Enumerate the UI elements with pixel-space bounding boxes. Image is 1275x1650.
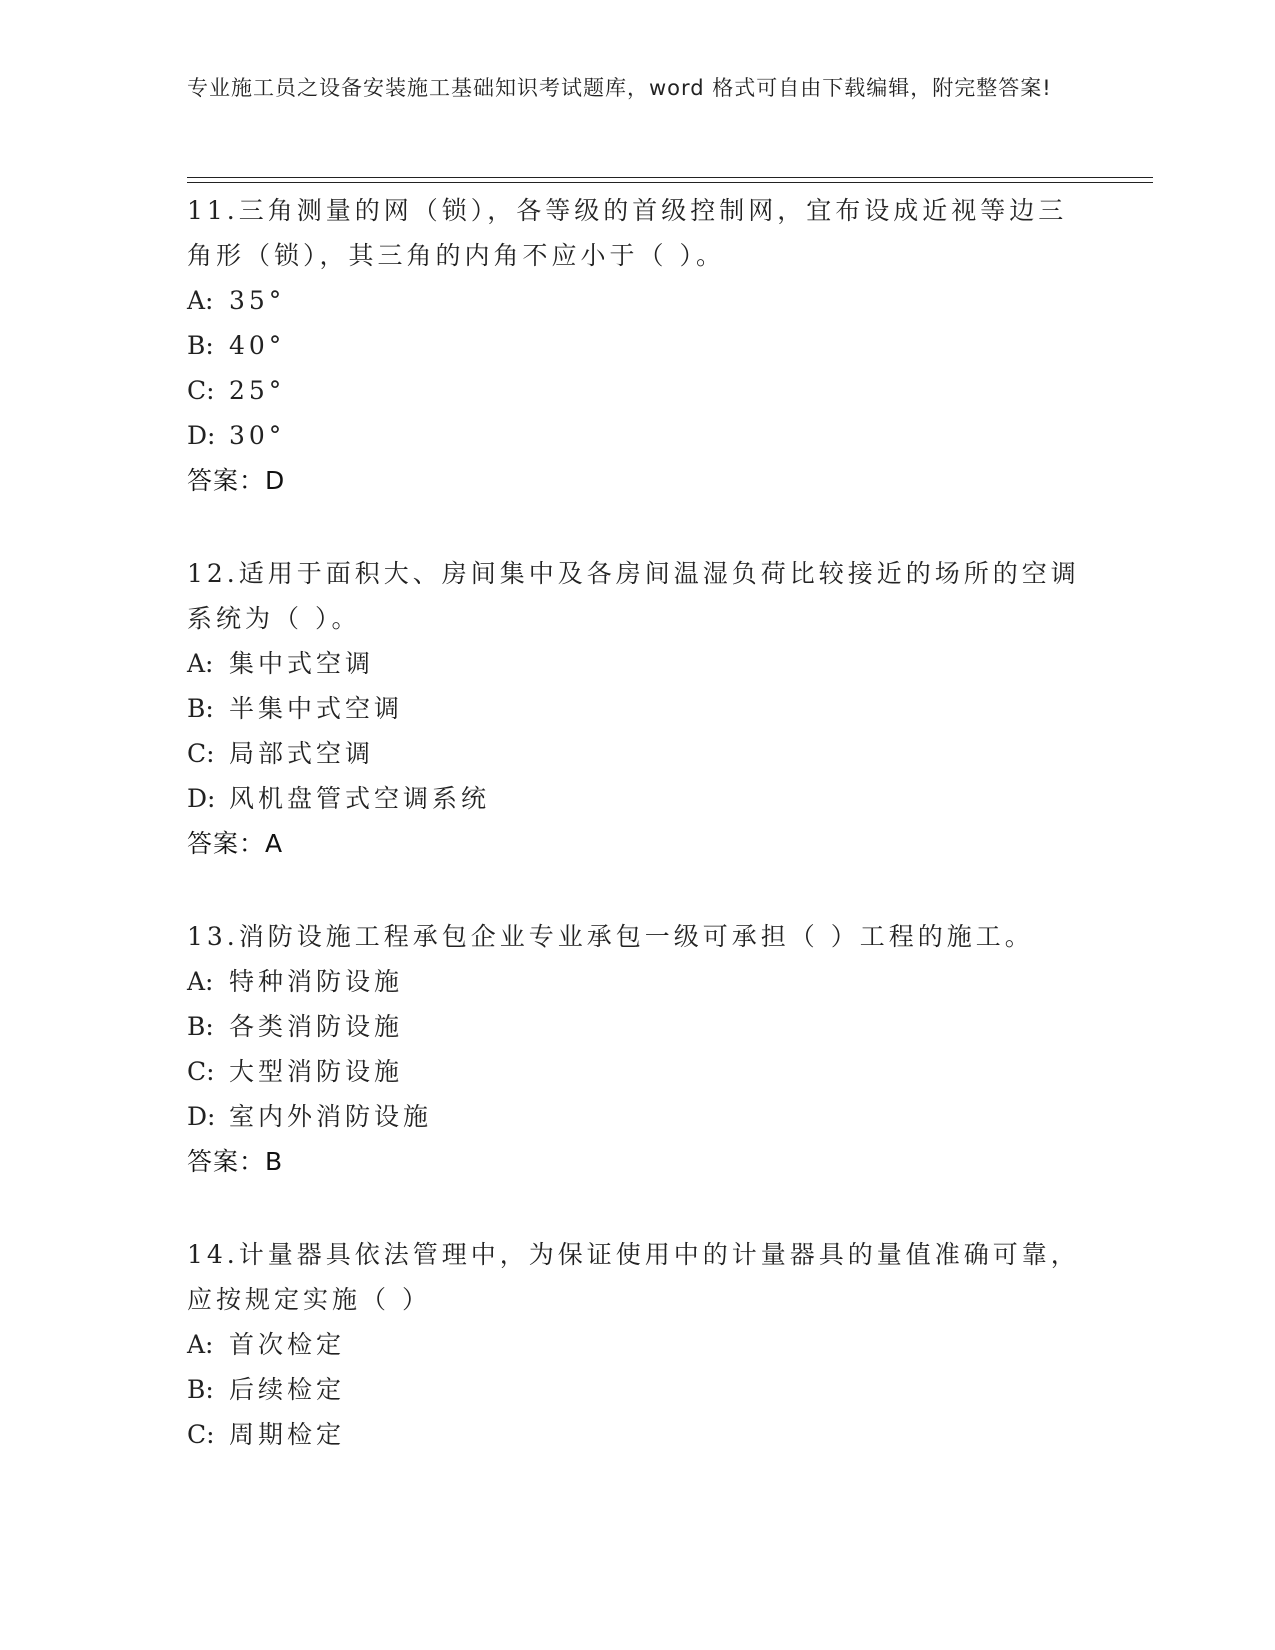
question-12	[187, 551, 1087, 866]
option-b	[187, 1004, 1087, 1049]
option-key: C:	[187, 739, 215, 768]
option-c	[187, 731, 1087, 776]
option-text: 风机盘管式空调系统	[229, 784, 491, 813]
option-key: D:	[187, 784, 216, 813]
answer: 答案：B	[187, 1147, 284, 1176]
option-key: A:	[187, 967, 214, 996]
option-key: A:	[187, 1330, 214, 1359]
option-key: B:	[187, 1375, 214, 1404]
option-c	[187, 1412, 1087, 1457]
option-key: B:	[187, 1012, 214, 1041]
option-text: 35°	[229, 286, 286, 315]
answer: 答案：A	[187, 829, 284, 858]
option-key: D:	[187, 1102, 216, 1131]
option-text: 40°	[229, 331, 286, 360]
option-b	[187, 686, 1087, 731]
option-text: 室内外消防设施	[229, 1102, 433, 1131]
question-14	[187, 1232, 1087, 1457]
option-d	[187, 413, 1087, 458]
option-d	[187, 1094, 1087, 1139]
answer: 答案：D	[187, 466, 286, 495]
option-key: C:	[187, 1057, 215, 1086]
option-a	[187, 278, 1087, 323]
option-b	[187, 323, 1087, 368]
option-key: B:	[187, 694, 214, 723]
option-text: 大型消防设施	[229, 1057, 404, 1086]
option-key: A:	[187, 286, 214, 315]
option-text: 后续检定	[229, 1375, 346, 1404]
option-text: 各类消防设施	[229, 1012, 404, 1041]
question-stem: 12.适用于面积大、房间集中及各房间温湿负荷比较接近的场所的空调系统为（ ）。	[187, 559, 1080, 633]
document-header: 专业施工员之设备安装施工基础知识考试题库，word 格式可自由下载编辑，附完整答案!	[187, 76, 1052, 100]
option-text: 集中式空调	[229, 649, 375, 678]
option-text: 30°	[229, 421, 286, 450]
question-11	[187, 188, 1087, 503]
option-c	[187, 1049, 1087, 1094]
option-a	[187, 959, 1087, 1004]
option-c	[187, 368, 1087, 413]
option-key: C:	[187, 1420, 215, 1449]
option-b	[187, 1367, 1087, 1412]
option-key: D:	[187, 421, 216, 450]
option-key: C:	[187, 376, 215, 405]
question-stem: 13.消防设施工程承包企业专业承包一级可承担（ ）工程的施工。	[187, 922, 1034, 951]
option-text: 25°	[229, 376, 286, 405]
question-13	[187, 914, 1087, 1184]
header-divider-bottom	[187, 182, 1153, 183]
question-stem: 14.计量器具依法管理中，为保证使用中的计量器具的量值准确可靠，应按规定实施（ ）	[187, 1240, 1080, 1314]
option-text: 局部式空调	[229, 739, 375, 768]
option-text: 特种消防设施	[229, 967, 404, 996]
option-a	[187, 641, 1087, 686]
option-key: A:	[187, 649, 214, 678]
option-text: 半集中式空调	[229, 694, 404, 723]
option-text: 周期检定	[229, 1420, 346, 1449]
option-key: B:	[187, 331, 214, 360]
option-a	[187, 1322, 1087, 1367]
option-text: 首次检定	[229, 1330, 346, 1359]
question-stem: 11.三角测量的网（锁），各等级的首级控制网，宜布设成近视等边三角形（锁），其三角的内角不应小于（ ）。	[187, 196, 1068, 270]
option-d	[187, 776, 1087, 821]
header-divider-top	[187, 177, 1153, 178]
